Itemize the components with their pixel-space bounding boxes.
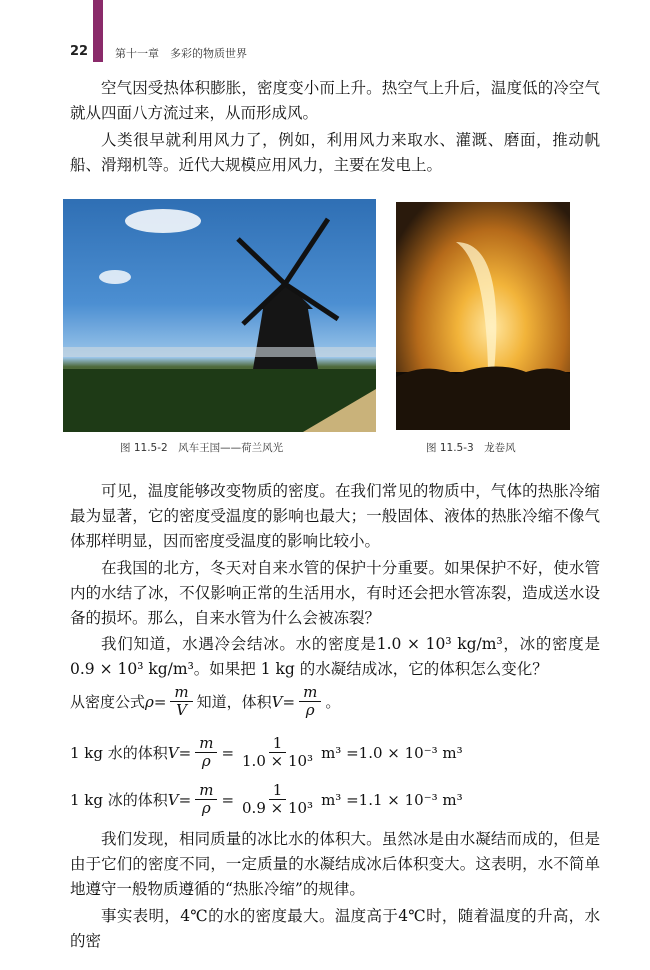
paragraph-water-ice-density: 我们知道，水遇冷会结冰。水的密度是1.0 × 10³ kg/m³，冰的密度是0.9 × 10³ kg/m³。如果把 1 kg 的水凝结成冰，它的体积怎么变化？ xyxy=(70,635,600,678)
paragraph-wind-formation: 空气因受热体积膨胀，密度变小而上升。热空气上升后，温度低的冷空气就从四面八方流过来，从而形成风。 xyxy=(70,79,600,122)
page-number: 22 xyxy=(70,44,89,59)
formula-symbol: ρ xyxy=(145,692,154,711)
numerator: m xyxy=(170,684,192,702)
fraction-m-over-V xyxy=(170,684,192,719)
tornado-illustration xyxy=(396,202,570,430)
paragraph-ice-larger-volume: 我们发现，相同质量的冰比水的体积大。虽然冰是由水凝结而成的，但是由于它们的密度不同，一定质量的水凝结成冰后体积变大。这表明，水不简单地遵守一般物质遵循的“热胀冷缩”的规律。 xyxy=(70,830,600,898)
windmill-photo xyxy=(63,199,376,432)
formula-operator: = xyxy=(153,692,167,711)
formula-operator: = xyxy=(282,692,296,711)
formula-text: 从密度公式 xyxy=(70,693,146,711)
numerator: 1 xyxy=(269,782,287,800)
fraction-one-over-density xyxy=(238,782,317,817)
formula-text: 知道，体积 xyxy=(196,693,272,711)
denominator: V xyxy=(176,701,187,719)
paragraph-wind-usage: 人类很早就利用风力了，例如，利用风力来取水、灌溉、磨面，推动帆船、滑翔机等。近代大规模应用风力，主要在发电上。 xyxy=(70,131,600,174)
formula-operator: = xyxy=(221,743,235,762)
formula-operator: = xyxy=(221,790,235,809)
formula-symbol: V xyxy=(167,743,179,762)
paragraph-water-pipe: 在我国的北方，冬天对自来水管的保护十分重要。如果保护不好，使水管内的水结了冰，不仅影响正常的生活用水，有时还会把水管冻裂，造成送水设备的损坏。那么，自来水管为什么会被冻裂？ xyxy=(70,559,600,627)
formula-ice-volume xyxy=(70,782,463,817)
numerator: m xyxy=(299,684,321,702)
denominator: ρ xyxy=(201,752,211,770)
formula-operator: = xyxy=(178,743,192,762)
formula-text: 1 kg 水的体积 xyxy=(70,744,168,762)
formula-text: 1 kg 冰的体积 xyxy=(70,791,168,809)
fraction-one-over-density xyxy=(238,735,317,770)
numerator: 1 xyxy=(269,735,287,753)
formula-water-volume xyxy=(70,735,463,770)
numerator: m xyxy=(195,782,217,800)
tornado-photo xyxy=(396,202,570,430)
windmill-illustration xyxy=(63,199,376,432)
denominator: ρ xyxy=(201,799,211,817)
formula-operator: = xyxy=(178,790,192,809)
denominator: ρ xyxy=(305,701,315,719)
figure-caption-windmill: 图 11.5-2 风车王国——荷兰风光 xyxy=(120,442,284,454)
denominator: 1.0 × 10³ xyxy=(242,752,314,770)
fraction-m-over-rho xyxy=(299,684,321,719)
formula-density-volume xyxy=(70,684,340,719)
formula-result: m³ =1.0 × 10⁻³ m³ xyxy=(321,743,463,762)
chapter-title: 第十一章 多彩的物质世界 xyxy=(115,47,247,60)
formula-symbol: V xyxy=(271,692,283,711)
fraction-m-over-rho xyxy=(195,735,217,770)
formula-text: 。 xyxy=(325,693,341,711)
figure-caption-tornado: 图 11.5-3 龙卷风 xyxy=(426,442,516,454)
fraction-m-over-rho xyxy=(195,782,217,817)
paragraph-4c-water-density: 事实表明，4℃的水的密度最大。温度高于4℃时，随着温度的升高，水的密 xyxy=(70,907,600,950)
formula-symbol: V xyxy=(167,790,179,809)
denominator: 0.9 × 10³ xyxy=(242,799,314,817)
paragraph-temperature-density: 可见，温度能够改变物质的密度。在我们常见的物质中，气体的热胀冷缩最为显著，它的密度受温度的影响也最大；一般固体、液体的热胀冷缩不像气体那样明显，因而密度受温度的影响比较小。 xyxy=(70,482,600,550)
header-accent-bar xyxy=(93,0,103,62)
formula-result: m³ =1.1 × 10⁻³ m³ xyxy=(321,790,463,809)
numerator: m xyxy=(195,735,217,753)
